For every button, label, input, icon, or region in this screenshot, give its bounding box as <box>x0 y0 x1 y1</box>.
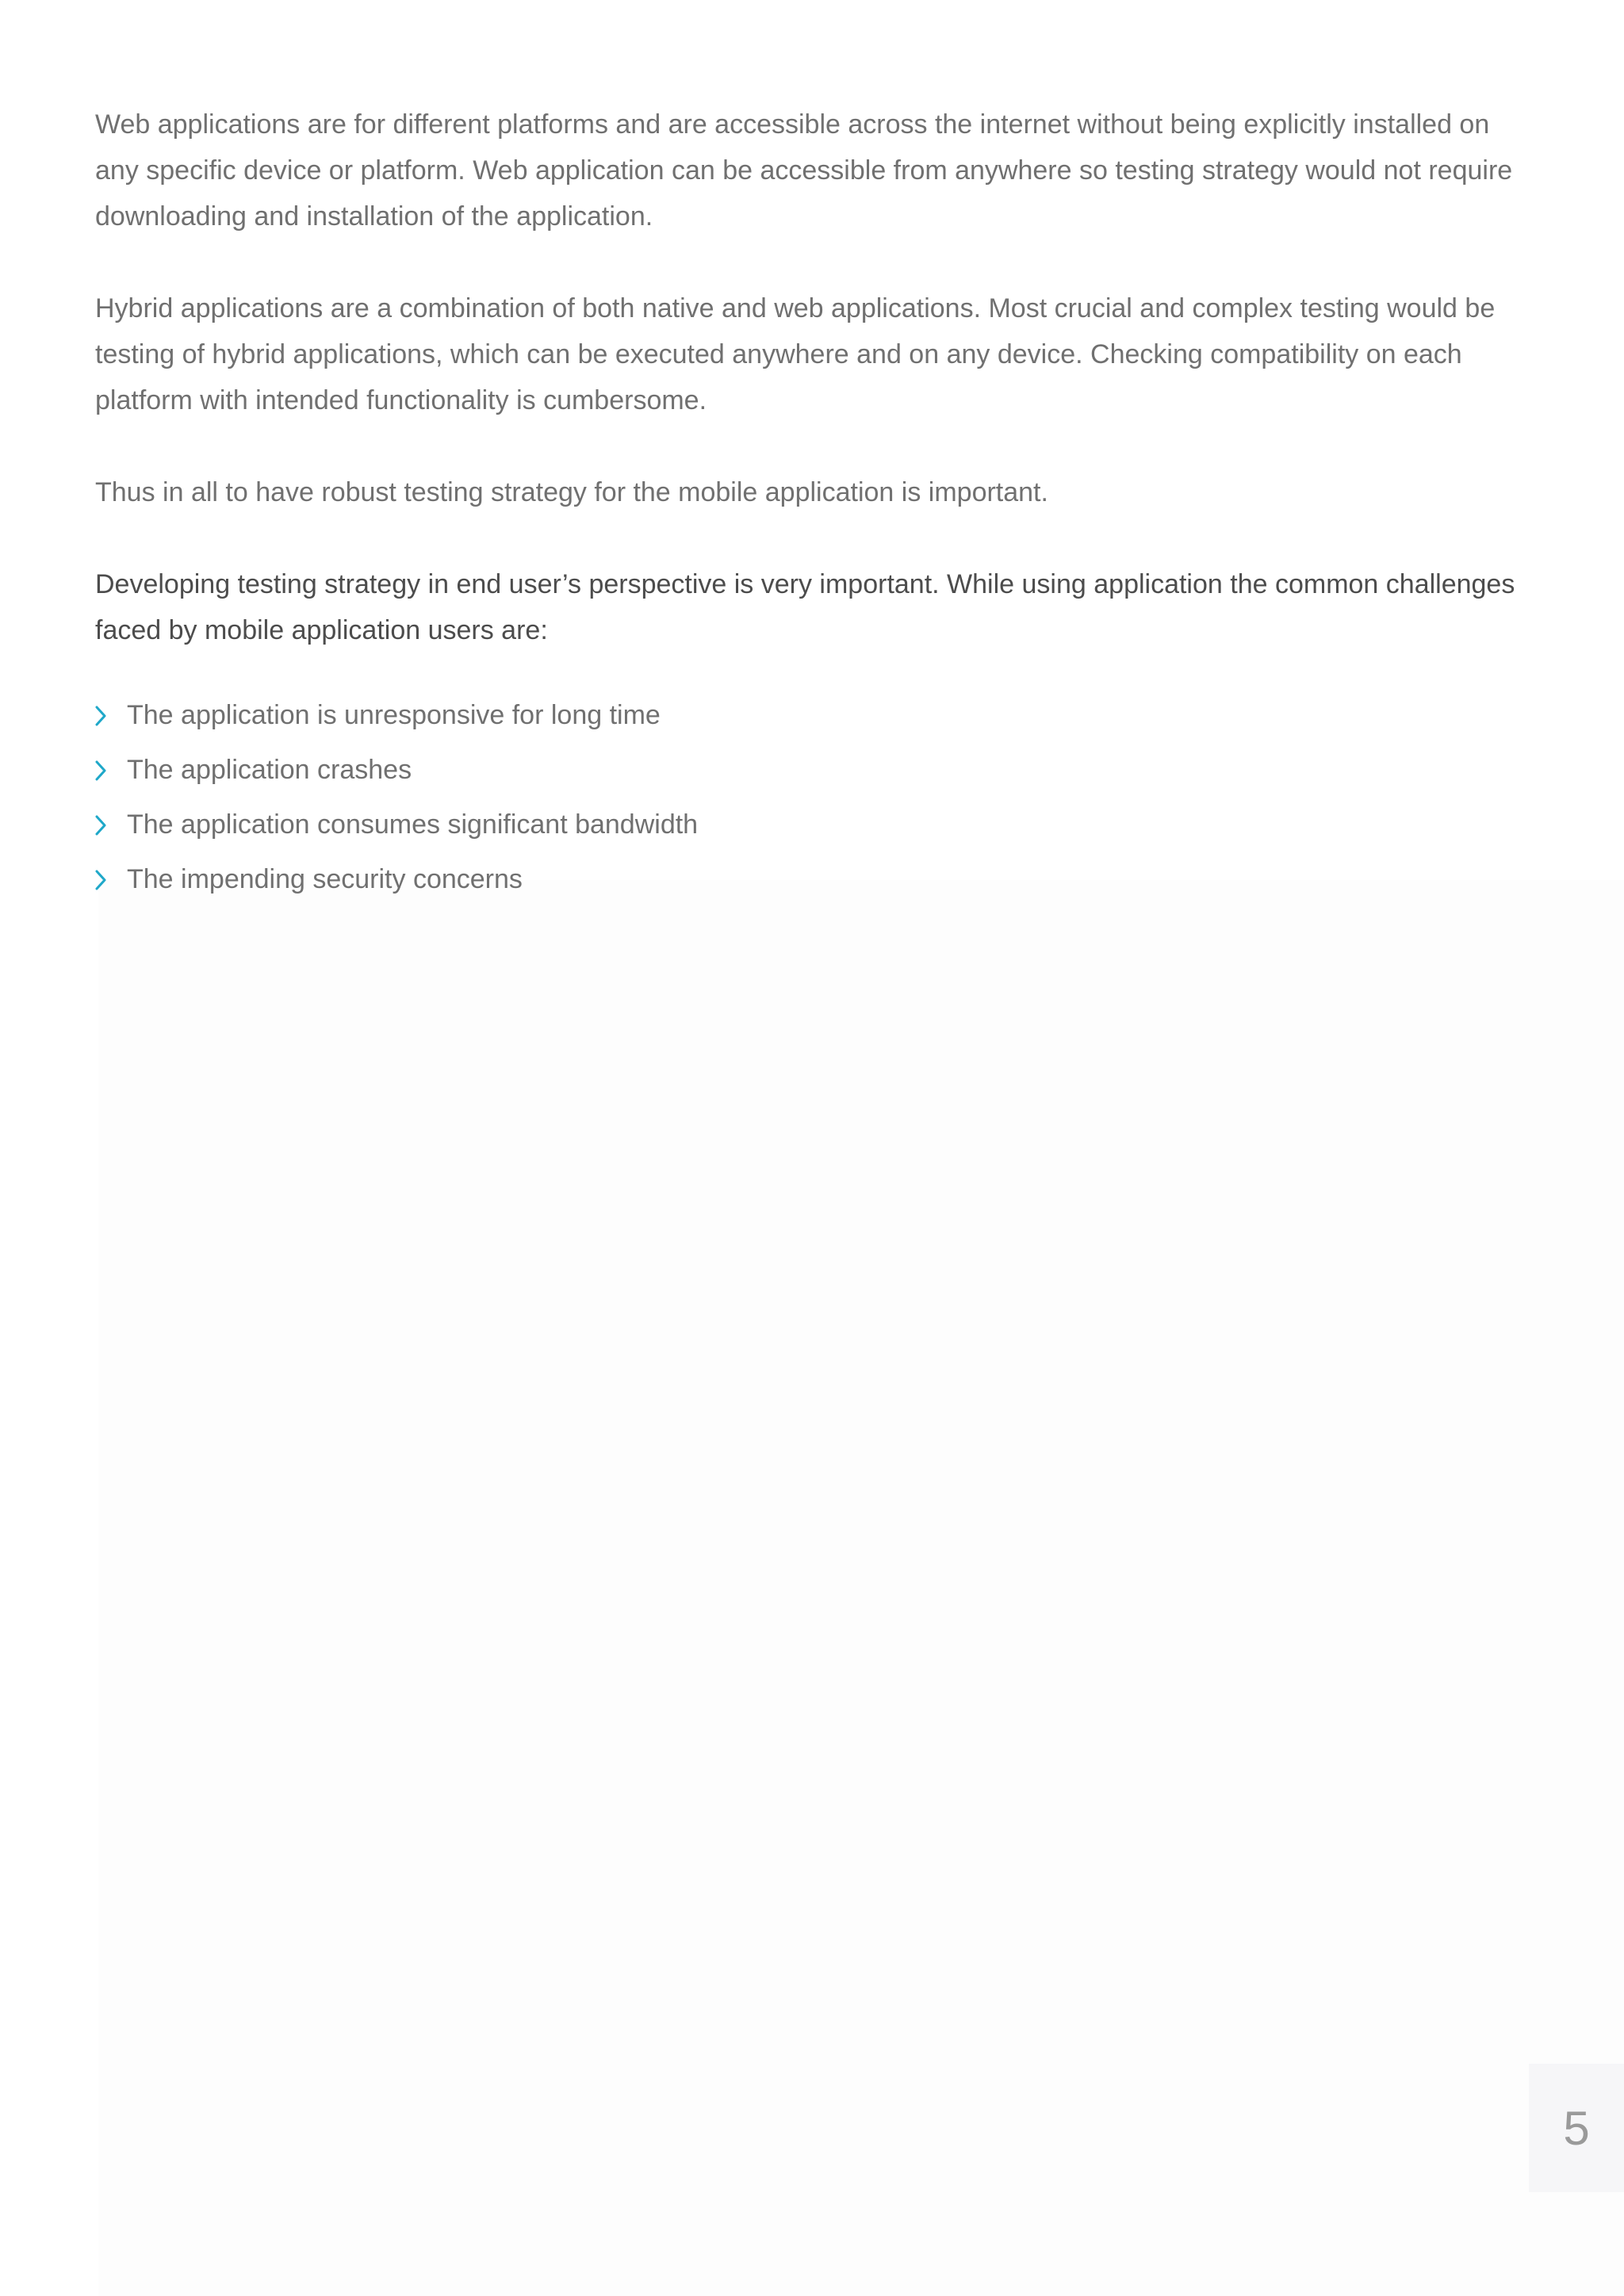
list-item <box>95 743 1522 798</box>
list-item-text: The application is unresponsive for long time <box>127 700 661 730</box>
paragraph-hybrid-applications: Hybrid applications are a combination of both native and web applications. Most crucial and complex testing would be testing of hybrid applications, which can be executed anywhere and on any device. Checking compatibility on each platform with intended functionality is cumbersome. <box>95 293 1496 415</box>
list-item-text: The application consumes significant bandwidth <box>127 809 699 840</box>
paragraph-user-perspective: Developing testing strategy in end user’s perspective is very important. While using application the common challenges faced by mobile application users are: <box>95 569 1515 645</box>
page-number-box <box>1529 2064 1624 2192</box>
chevron-right-icon <box>95 870 127 890</box>
list-item <box>95 852 1522 907</box>
list-item <box>95 798 1522 852</box>
chevron-right-icon <box>95 815 127 836</box>
paragraph-web-applications: Web applications are for different platforms and are accessible across the internet without being explicitly installed on any specific device or platform. Web application can be accessible from anywhere so testing strategy would not require downloading and installation of the application. <box>95 109 1513 232</box>
list-item-text: The impending security concerns <box>127 864 523 894</box>
page-background-panel <box>98 880 1624 2296</box>
list-item-text: The application crashes <box>127 755 412 785</box>
chevron-right-icon <box>95 706 127 726</box>
page-number: 5 <box>1563 2101 1590 2155</box>
list-item <box>95 688 1522 743</box>
paragraph-robust-strategy: Thus in all to have robust testing strategy for the mobile application is important. <box>95 477 1048 507</box>
challenges-list <box>95 688 1522 907</box>
document-body <box>95 101 1522 907</box>
chevron-right-icon <box>95 760 127 781</box>
